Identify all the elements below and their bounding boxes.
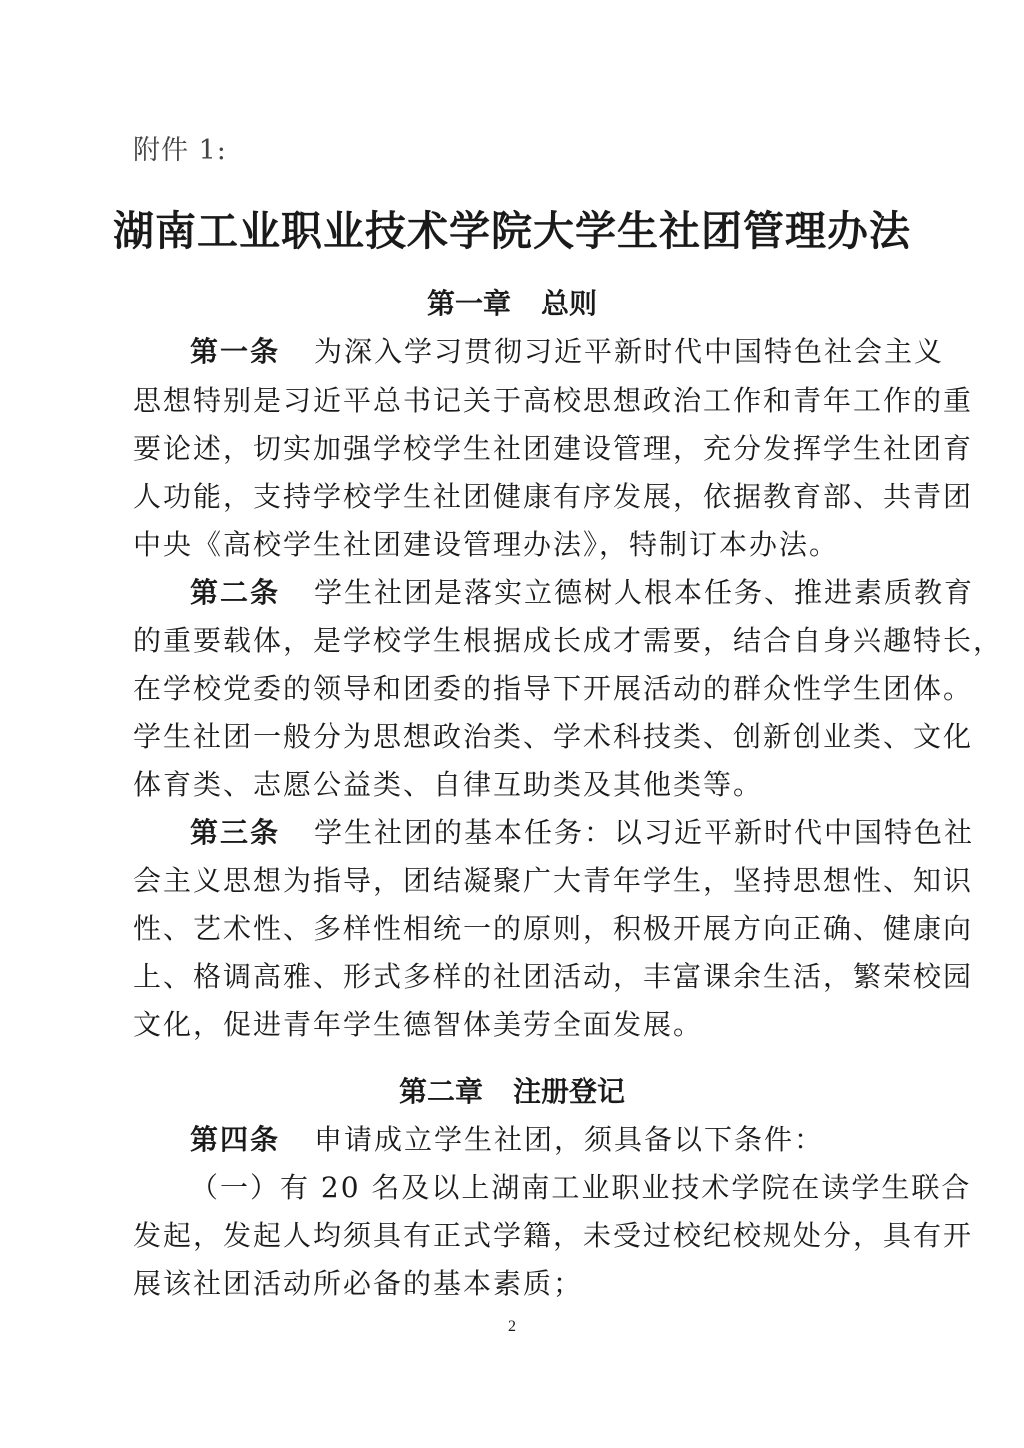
item-1-line-2: 发起，发起人均须具有正式学籍，未受过校纪校规处分，具有开	[133, 1219, 974, 1252]
article-2-line-4: 学生社团一般分为思想政治类、学术科技类、创新创业类、文化	[133, 720, 974, 753]
article-3-text: 学生社团的基本任务：以习近平新时代中国特色社	[314, 816, 975, 849]
article-1-line-4: 人功能，支持学校学生社团健康有序发展，依据教育部、共青团	[133, 480, 974, 513]
article-1-line-1	[190, 330, 945, 370]
attachment-label: 附件 1:	[133, 135, 227, 166]
chapter-number: 第二章	[398, 1075, 483, 1108]
chapter-2-heading	[0, 1070, 1024, 1110]
document-title: 湖南工业职业技术学院大学生社团管理办法	[113, 207, 911, 255]
article-3-label: 第三条	[190, 816, 281, 849]
article-2-text: 学生社团是落实立德树人根本任务、推进素质教育	[314, 576, 975, 609]
chapter-1-heading	[0, 282, 1024, 322]
page-number: 2	[508, 1318, 516, 1335]
article-4-text: 申请成立学生社团，须具备以下条件：	[314, 1123, 825, 1156]
article-2-line-3: 在学校党委的领导和团委的指导下开展活动的群众性学生团体。	[133, 672, 974, 705]
article-1-label: 第一条	[190, 335, 281, 368]
article-4-line-1	[190, 1118, 890, 1158]
item-1-line-3: 展该社团活动所必备的基本素质；	[133, 1267, 584, 1300]
chapter-name: 注册登记	[513, 1075, 626, 1108]
article-2-label: 第二条	[190, 576, 281, 609]
article-3-line-5: 文化，促进青年学生德智体美劳全面发展。	[133, 1008, 704, 1041]
chapter-name: 总则	[541, 287, 598, 320]
article-1-line-3: 要论述，切实加强学校学生社团建设管理，充分发挥学生社团育	[133, 432, 974, 465]
article-2-line-2: 的重要载体，是学校学生根据成长成才需要，结合自身兴趣特长，	[133, 624, 1004, 657]
article-3-line-3: 性、艺术性、多样性相统一的原则，积极开展方向正确、健康向	[133, 912, 974, 945]
article-1-line-2: 思想特别是习近平总书记关于高校思想政治工作和青年工作的重	[133, 384, 974, 417]
article-3-line-1	[190, 811, 975, 851]
article-1-text: 为深入学习贯彻习近平新时代中国特色社会主义	[314, 335, 945, 368]
chapter-number: 第一章	[426, 287, 511, 320]
article-2-line-1	[190, 571, 975, 611]
article-3-line-4: 上、格调高雅、形式多样的社团活动，丰富课余生活，繁荣校园	[133, 960, 974, 993]
article-2-line-5: 体育类、志愿公益类、自律互助类及其他类等。	[133, 768, 764, 801]
article-1-line-5: 中央《高校学生社团建设管理办法》，特制订本办法。	[133, 528, 840, 561]
item-1-line-1: （一）有 20 名及以上湖南工业职业技术学院在读学生联合	[190, 1171, 972, 1204]
article-3-line-2: 会主义思想为指导，团结凝聚广大青年学生，坚持思想性、知识	[133, 864, 974, 897]
article-4-label: 第四条	[190, 1123, 281, 1156]
